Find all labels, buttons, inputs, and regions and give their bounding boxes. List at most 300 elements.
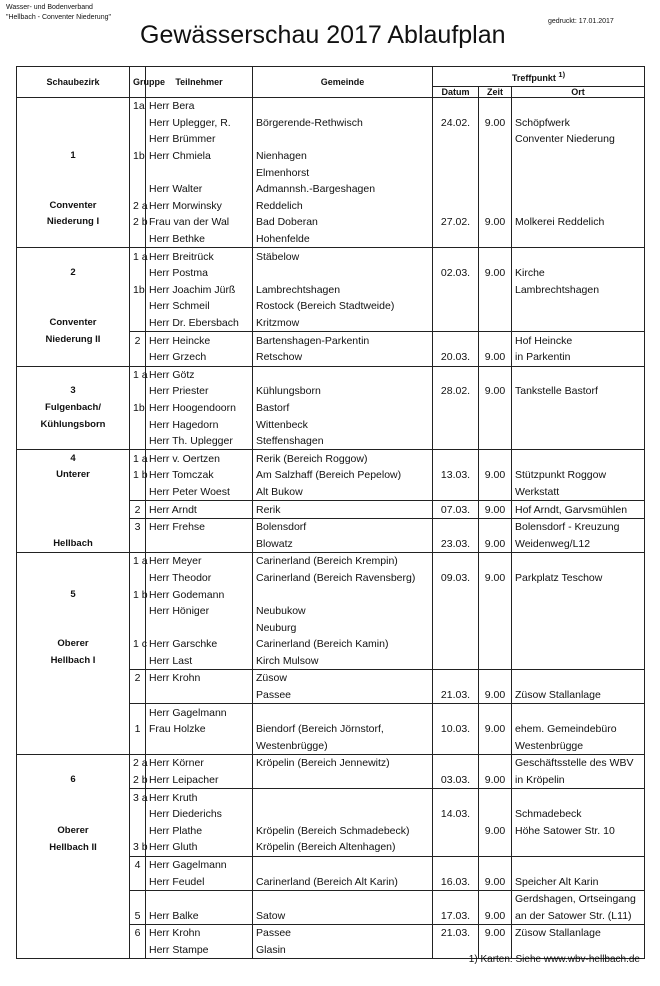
ort-cell: Westenbrügge (512, 738, 645, 755)
teilnehmer-cell (146, 619, 253, 636)
gemeinde-cell (253, 890, 433, 907)
ort-cell: ehem. Gemeindebüro (512, 721, 645, 738)
datum-cell (433, 856, 479, 873)
gemeinde-cell (253, 265, 433, 282)
datum-cell: 17.03. (433, 908, 479, 925)
ort-cell (512, 553, 645, 570)
teilnehmer-cell: Herr Hagedorn (146, 416, 253, 433)
gruppe-cell (130, 823, 146, 840)
teilnehmer-cell: Herr Walter (146, 181, 253, 198)
col-datum: Datum (433, 87, 479, 98)
gruppe-cell (130, 164, 146, 181)
datum-cell (433, 653, 479, 670)
ort-cell: in Kröpelin (512, 772, 645, 789)
gemeinde-cell: Westenbrügge) (253, 738, 433, 755)
ort-cell: Bolensdorf - Kreuzung (512, 518, 645, 535)
schaubezirk-cell (17, 789, 130, 806)
gruppe-cell (130, 535, 146, 552)
schaubezirk-cell (17, 231, 130, 248)
gemeinde-cell (253, 131, 433, 148)
zeit-cell: 9.00 (479, 925, 512, 942)
ort-cell (512, 670, 645, 687)
col-gruppe: Gruppe (130, 67, 146, 98)
table-row (17, 823, 645, 840)
schaubezirk-cell: Kühlungsborn (17, 416, 130, 433)
ort-cell (512, 586, 645, 603)
gruppe-cell (130, 115, 146, 132)
ort-cell: Weidenweg/L12 (512, 535, 645, 552)
teilnehmer-cell: Herr Kruth (146, 789, 253, 806)
datum-cell: 23.03. (433, 535, 479, 552)
zeit-cell (479, 704, 512, 721)
schaubezirk-cell (17, 925, 130, 942)
gruppe-cell (130, 942, 146, 959)
teilnehmer-cell: Herr Chmiela (146, 148, 253, 165)
ort-cell (512, 315, 645, 332)
schaubezirk-cell (17, 282, 130, 299)
gemeinde-cell: Biendorf (Bereich Jörnstorf, (253, 721, 433, 738)
gruppe-cell: 5 (130, 908, 146, 925)
ort-cell (512, 366, 645, 383)
table-row (17, 349, 645, 366)
gemeinde-cell: Nienhagen (253, 148, 433, 165)
gruppe-cell (130, 315, 146, 332)
table-row (17, 433, 645, 450)
ort-cell: Kirche (512, 265, 645, 282)
ort-cell: in Parkentin (512, 349, 645, 366)
teilnehmer-cell: Herr Stampe (146, 942, 253, 959)
zeit-cell: 9.00 (479, 535, 512, 552)
zeit-cell (479, 315, 512, 332)
datum-cell: 14.03. (433, 806, 479, 823)
table-row (17, 636, 645, 653)
zeit-cell: 9.00 (479, 349, 512, 366)
teilnehmer-cell: Herr Heincke (146, 332, 253, 349)
table-row (17, 214, 645, 231)
ort-cell (512, 400, 645, 417)
zeit-cell (479, 738, 512, 755)
teilnehmer-cell: Herr Plathe (146, 823, 253, 840)
schaubezirk-cell (17, 670, 130, 687)
datum-cell (433, 619, 479, 636)
table-row (17, 687, 645, 704)
datum-cell (433, 248, 479, 265)
teilnehmer-cell (146, 687, 253, 704)
gemeinde-cell: Stäbelow (253, 248, 433, 265)
gruppe-cell (130, 181, 146, 198)
zeit-cell (479, 484, 512, 501)
table-row (17, 721, 645, 738)
table-row (17, 755, 645, 772)
schaubezirk-cell (17, 248, 130, 265)
datum-cell: 02.03. (433, 265, 479, 282)
datum-cell: 16.03. (433, 873, 479, 890)
ort-cell: Schöpfwerk (512, 115, 645, 132)
gemeinde-cell: Börgerende-Rethwisch (253, 115, 433, 132)
table-row (17, 873, 645, 890)
teilnehmer-cell: Herr Morwinsky (146, 198, 253, 215)
zeit-cell (479, 148, 512, 165)
gruppe-cell (130, 603, 146, 620)
gemeinde-cell: Neuburg (253, 619, 433, 636)
schaubezirk-cell (17, 942, 130, 959)
page-title: Gewässerschau 2017 Ablaufplan (140, 21, 506, 49)
teilnehmer-cell: Herr Körner (146, 755, 253, 772)
datum-cell: 20.03. (433, 349, 479, 366)
table-row (17, 653, 645, 670)
gemeinde-cell (253, 366, 433, 383)
treffpunkt-footnote-ref: 1) (558, 70, 566, 79)
ort-cell (512, 653, 645, 670)
gemeinde-cell: Bad Doberan (253, 214, 433, 231)
schaubezirk-cell (17, 349, 130, 366)
datum-cell (433, 231, 479, 248)
gemeinde-cell: Kröpelin (Bereich Altenhagen) (253, 839, 433, 856)
datum-cell (433, 603, 479, 620)
datum-cell (433, 839, 479, 856)
gruppe-cell: 1 (130, 721, 146, 738)
schaubezirk-cell: Hellbach II (17, 839, 130, 856)
schaubezirk-cell (17, 131, 130, 148)
zeit-cell: 9.00 (479, 908, 512, 925)
table-row (17, 890, 645, 907)
ort-cell (512, 450, 645, 467)
gemeinde-cell: Alt Bukow (253, 484, 433, 501)
gruppe-cell: 1b (130, 282, 146, 299)
gruppe-cell (130, 738, 146, 755)
schedule-table (16, 66, 645, 959)
gemeinde-cell: Blowatz (253, 535, 433, 552)
schaubezirk-cell (17, 484, 130, 501)
teilnehmer-cell: Herr Gagelmann (146, 856, 253, 873)
zeit-cell: 9.00 (479, 772, 512, 789)
table-row (17, 484, 645, 501)
gemeinde-cell: Hohenfelde (253, 231, 433, 248)
datum-cell (433, 586, 479, 603)
zeit-cell (479, 416, 512, 433)
ort-cell (512, 231, 645, 248)
teilnehmer-cell: Herr Bethke (146, 231, 253, 248)
gemeinde-cell: Rostock (Bereich Stadtweide) (253, 298, 433, 315)
zeit-cell (479, 131, 512, 148)
schaubezirk-cell (17, 570, 130, 587)
schaubezirk-cell: Oberer (17, 823, 130, 840)
ort-cell: Geschäftsstelle des WBV (512, 755, 645, 772)
teilnehmer-cell: Herr Balke (146, 908, 253, 925)
col-schaubezirk: Schaubezirk (17, 67, 130, 98)
gruppe-cell: 1 c (130, 636, 146, 653)
table-row (17, 908, 645, 925)
gemeinde-cell: Retschow (253, 349, 433, 366)
table-row (17, 383, 645, 400)
schaubezirk-cell (17, 873, 130, 890)
ort-cell (512, 98, 645, 115)
zeit-cell: 9.00 (479, 214, 512, 231)
gruppe-cell: 1 a (130, 450, 146, 467)
datum-cell (433, 450, 479, 467)
schaubezirk-cell (17, 366, 130, 383)
table-row (17, 164, 645, 181)
ort-cell (512, 636, 645, 653)
datum-cell: 09.03. (433, 570, 479, 587)
zeit-cell (479, 653, 512, 670)
datum-cell (433, 416, 479, 433)
ort-cell: Züsow Stallanlage (512, 925, 645, 942)
table-row (17, 148, 645, 165)
teilnehmer-cell (146, 890, 253, 907)
datum-cell (433, 518, 479, 535)
table-row (17, 619, 645, 636)
gruppe-cell: 1a (130, 98, 146, 115)
gruppe-cell (130, 687, 146, 704)
ort-cell: Hof Heincke (512, 332, 645, 349)
ort-cell (512, 433, 645, 450)
datum-cell (433, 738, 479, 755)
ort-cell: Hof Arndt, Garvsmühlen (512, 501, 645, 519)
gruppe-cell: 1 a (130, 553, 146, 570)
schaubezirk-cell: 4 (17, 450, 130, 467)
ort-cell (512, 789, 645, 806)
schaubezirk-cell (17, 755, 130, 772)
schaubezirk-cell (17, 433, 130, 450)
gemeinde-cell: Am Salzhaff (Bereich Pepelow) (253, 467, 433, 484)
table-row (17, 704, 645, 721)
teilnehmer-cell: Frau van der Wal (146, 214, 253, 231)
ort-cell: Lambrechtshagen (512, 282, 645, 299)
zeit-cell (479, 755, 512, 772)
datum-cell (433, 315, 479, 332)
datum-cell: 13.03. (433, 467, 479, 484)
gruppe-cell (130, 298, 146, 315)
ort-cell: Gerdshagen, Ortseingang (512, 890, 645, 907)
organization-header (6, 3, 111, 23)
teilnehmer-cell: Herr Höniger (146, 603, 253, 620)
teilnehmer-cell: Herr Theodor (146, 570, 253, 587)
col-zeit: Zeit (479, 87, 512, 98)
zeit-cell (479, 890, 512, 907)
gruppe-cell: 3 (130, 518, 146, 535)
zeit-cell (479, 789, 512, 806)
schaubezirk-cell (17, 164, 130, 181)
schaubezirk-cell (17, 518, 130, 535)
gruppe-cell (130, 433, 146, 450)
table-row (17, 265, 645, 282)
table-row (17, 535, 645, 552)
gruppe-cell: 1b (130, 148, 146, 165)
gruppe-cell (130, 653, 146, 670)
schaubezirk-cell: 6 (17, 772, 130, 789)
gemeinde-cell (253, 586, 433, 603)
ort-cell (512, 416, 645, 433)
zeit-cell (479, 806, 512, 823)
teilnehmer-cell: Herr Gluth (146, 839, 253, 856)
teilnehmer-cell: Herr Feudel (146, 873, 253, 890)
gruppe-cell (130, 231, 146, 248)
datum-cell (433, 670, 479, 687)
table-row (17, 518, 645, 535)
zeit-cell (479, 400, 512, 417)
gruppe-cell (130, 131, 146, 148)
gemeinde-cell (253, 789, 433, 806)
teilnehmer-cell: Herr v. Oertzen (146, 450, 253, 467)
datum-cell (433, 98, 479, 115)
datum-cell: 03.03. (433, 772, 479, 789)
zeit-cell (479, 839, 512, 856)
teilnehmer-cell: Herr Diederichs (146, 806, 253, 823)
ort-cell (512, 248, 645, 265)
gemeinde-cell: Wittenbeck (253, 416, 433, 433)
table-row (17, 198, 645, 215)
teilnehmer-cell: Herr Peter Woest (146, 484, 253, 501)
table-row (17, 839, 645, 856)
datum-cell (433, 366, 479, 383)
schaubezirk-cell (17, 890, 130, 907)
org-name: Wasser- und Bodenverband (6, 4, 93, 11)
gemeinde-cell: Rerik (Bereich Roggow) (253, 450, 433, 467)
zeit-cell (479, 198, 512, 215)
table-row (17, 670, 645, 687)
schaubezirk-cell (17, 298, 130, 315)
table-row (17, 553, 645, 570)
table-row (17, 332, 645, 349)
zeit-cell: 9.00 (479, 873, 512, 890)
footnote: 1) Karten: Siehe www.wbv-hellbach.de (468, 954, 640, 965)
zeit-cell (479, 619, 512, 636)
table-row (17, 366, 645, 383)
schaubezirk-cell: Hellbach (17, 535, 130, 552)
col-treffpunkt (433, 67, 645, 87)
ort-cell (512, 619, 645, 636)
org-subtitle: "Hellbach - Conventer Niederung" (6, 14, 111, 21)
table-row (17, 586, 645, 603)
table-row (17, 248, 645, 265)
table-row (17, 450, 645, 467)
gemeinde-cell: Kröpelin (Bereich Jennewitz) (253, 755, 433, 772)
gruppe-cell (130, 349, 146, 366)
datum-cell (433, 433, 479, 450)
zeit-cell (479, 450, 512, 467)
gemeinde-cell: Elmenhorst (253, 164, 433, 181)
schaubezirk-cell (17, 553, 130, 570)
gemeinde-cell: Rerik (253, 501, 433, 519)
ort-cell (512, 704, 645, 721)
schaubezirk-cell (17, 721, 130, 738)
zeit-cell (479, 98, 512, 115)
teilnehmer-cell: Herr Bera (146, 98, 253, 115)
teilnehmer-cell: Herr Götz (146, 366, 253, 383)
gemeinde-cell: Passee (253, 687, 433, 704)
table-row (17, 400, 645, 417)
teilnehmer-cell: Herr Leipacher (146, 772, 253, 789)
schaubezirk-cell: Conventer (17, 198, 130, 215)
gruppe-cell (130, 570, 146, 587)
teilnehmer-cell: Herr Garschke (146, 636, 253, 653)
schaubezirk-cell: Conventer (17, 315, 130, 332)
gemeinde-cell: Carinerland (Bereich Alt Karin) (253, 873, 433, 890)
gruppe-cell (130, 484, 146, 501)
teilnehmer-cell: Herr Gagelmann (146, 704, 253, 721)
datum-cell: 21.03. (433, 925, 479, 942)
ort-cell (512, 839, 645, 856)
table-row (17, 315, 645, 332)
zeit-cell: 9.00 (479, 823, 512, 840)
schaubezirk-cell: Hellbach I (17, 653, 130, 670)
gemeinde-cell: Admannsh.-Bargeshagen (253, 181, 433, 198)
gruppe-cell: 2 a (130, 755, 146, 772)
datum-cell: 24.02. (433, 115, 479, 132)
col-ort: Ort (512, 87, 645, 98)
teilnehmer-cell: Herr Frehse (146, 518, 253, 535)
gemeinde-cell: Lambrechtshagen (253, 282, 433, 299)
datum-cell: 27.02. (433, 214, 479, 231)
gruppe-cell: 2 (130, 332, 146, 349)
zeit-cell: 9.00 (479, 721, 512, 738)
zeit-cell: 9.00 (479, 687, 512, 704)
gemeinde-cell: Kritzmow (253, 315, 433, 332)
table-row (17, 282, 645, 299)
zeit-cell (479, 282, 512, 299)
gruppe-cell: 1b (130, 400, 146, 417)
ort-cell (512, 148, 645, 165)
zeit-cell (479, 856, 512, 873)
zeit-cell (479, 366, 512, 383)
ort-cell (512, 298, 645, 315)
table-row (17, 501, 645, 519)
gruppe-cell: 3 b (130, 839, 146, 856)
gruppe-cell (130, 873, 146, 890)
gemeinde-cell: Kirch Mulsow (253, 653, 433, 670)
table-row (17, 925, 645, 942)
schaubezirk-cell: 5 (17, 586, 130, 603)
teilnehmer-cell: Herr Th. Uplegger (146, 433, 253, 450)
teilnehmer-cell: Herr Postma (146, 265, 253, 282)
zeit-cell: 9.00 (479, 115, 512, 132)
schaubezirk-cell: Oberer (17, 636, 130, 653)
teilnehmer-cell: Herr Uplegger, R. (146, 115, 253, 132)
datum-cell (433, 553, 479, 570)
datum-cell (433, 164, 479, 181)
gemeinde-cell (253, 98, 433, 115)
datum-cell (433, 890, 479, 907)
gruppe-cell (130, 416, 146, 433)
zeit-cell: 9.00 (479, 467, 512, 484)
teilnehmer-cell: Herr Brümmer (146, 131, 253, 148)
ort-cell (512, 164, 645, 181)
gruppe-cell: 2 b (130, 772, 146, 789)
ort-cell: Schmadebeck (512, 806, 645, 823)
gruppe-cell (130, 806, 146, 823)
teilnehmer-cell (146, 535, 253, 552)
zeit-cell (479, 433, 512, 450)
datum-cell (433, 181, 479, 198)
table-row (17, 98, 645, 115)
gruppe-cell: 3 a (130, 789, 146, 806)
table-row (17, 856, 645, 873)
teilnehmer-cell (146, 738, 253, 755)
schaubezirk-cell: 2 (17, 265, 130, 282)
datum-cell (433, 131, 479, 148)
ort-cell: Züsow Stallanlage (512, 687, 645, 704)
gruppe-cell: 1 b (130, 467, 146, 484)
teilnehmer-cell: Herr Godemann (146, 586, 253, 603)
schaubezirk-cell (17, 501, 130, 519)
ort-cell: Stützpunkt Roggow (512, 467, 645, 484)
table-row (17, 738, 645, 755)
gruppe-cell (130, 619, 146, 636)
zeit-cell (479, 298, 512, 315)
teilnehmer-cell: Herr Dr. Ebersbach (146, 315, 253, 332)
datum-cell (433, 755, 479, 772)
